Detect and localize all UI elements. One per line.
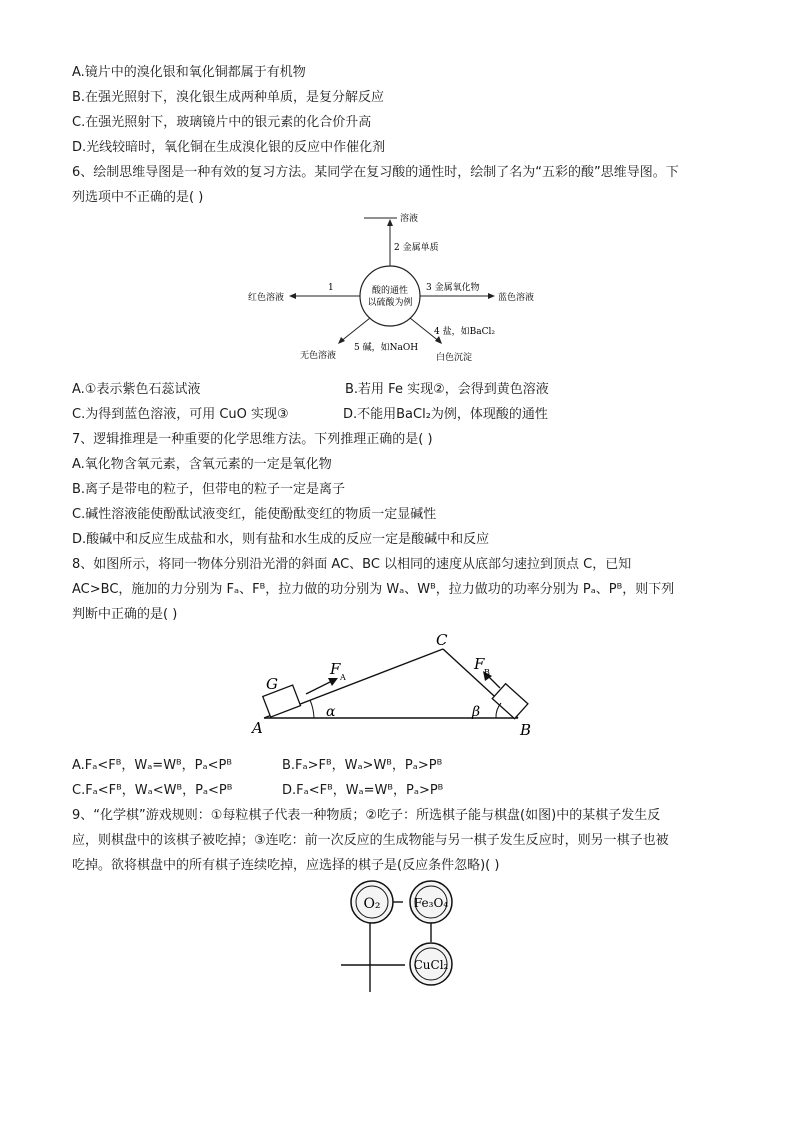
chess-piece-o2 xyxy=(351,881,393,923)
q7-option-d: D.酸碱中和反应生成盐和水，则有盐和水生成的反应一定是酸碱中和反应 xyxy=(72,532,490,547)
q5-option-b: B.在强光照射下，溴化银生成两种单质，是复分解反应 xyxy=(72,90,385,105)
force-fa-label: F xyxy=(330,660,341,678)
branch-1-label: 1 xyxy=(328,283,334,293)
q8-stem-line3: 判断中正确的是( ) xyxy=(72,607,178,622)
q8-option-c: C.Fₐ<Fᴮ，Wₐ<Wᴮ，Pₐ<Pᴮ xyxy=(72,783,233,798)
q5-option-a: A.镜片中的溴化银和氧化铜都属于有机物 xyxy=(72,65,306,80)
branch-5-label: 5 碱，如NaOH xyxy=(354,343,419,353)
q7-option-c: C.碱性溶液能使酚酞试液变红，能使酚酞变红的物质一定显碱性 xyxy=(72,507,437,522)
point-a-label: A xyxy=(252,719,263,737)
gravity-g-label: G xyxy=(266,675,278,693)
point-b-label: B xyxy=(520,721,532,739)
force-fb-subscript: B xyxy=(484,668,490,677)
q6-option-b: B.若用 Fe 实现②，会得到黄色溶液 xyxy=(345,382,549,397)
q6-option-a: A.①表示紫色石蕊试液 xyxy=(72,382,201,397)
q6-option-d: D.不能用BaCl₂为例，体现酸的通性 xyxy=(343,407,548,422)
angle-alpha-label: α xyxy=(326,704,336,720)
point-c-label: C xyxy=(436,632,448,649)
angle-beta-label: β xyxy=(472,704,481,720)
top-result-label: 溶液 xyxy=(400,214,419,224)
q7-option-b: B.离子是带电的粒子，但带电的粒子一定是离子 xyxy=(72,482,346,497)
q9-chess-board xyxy=(335,880,465,995)
bottom-left-result-label: 无色溶液 xyxy=(300,351,337,361)
q5-option-c: C.在强光照射下，玻璃镜片中的银元素的化合价升高 xyxy=(72,115,372,130)
q8-option-a: A.Fₐ<Fᴮ，Wₐ=Wᴮ，Pₐ<Pᴮ xyxy=(72,758,232,773)
branch-4-label: 4 盐，如BaCl₂ xyxy=(434,327,495,337)
branch-3-label: 3 金属氧化物 xyxy=(426,283,480,293)
left-result-label: 红色溶液 xyxy=(248,293,285,303)
q6-option-c: C.为得到蓝色溶液，可用 CuO 实现③ xyxy=(72,407,289,422)
q9-stem-line3: 吃掉。欲将棋盘中的所有棋子连续吃掉，应选择的棋子是(反应条件忽略)( ) xyxy=(72,858,500,873)
q7-stem: 7、逻辑推理是一种重要的化学思维方法。下列推理正确的是( ) xyxy=(72,432,433,447)
q6-mind-map xyxy=(240,210,560,370)
piece-label-o2: O₂ xyxy=(363,896,381,912)
force-fb-label: F xyxy=(474,655,485,673)
bottom-right-result-label: 白色沉淀 xyxy=(436,353,473,363)
q9-stem-line2: 应，则棋盘中的该棋子被吃掉；③连吃：前一次反应的生成物能与另一棋子发生反应时，则另一棋子也被 xyxy=(72,833,669,848)
chess-piece-fe3o4 xyxy=(410,881,452,923)
piece-label-fe3o4: Fe₃O₄ xyxy=(413,896,449,910)
right-result-label: 蓝色溶液 xyxy=(498,293,535,303)
center-label-2: 以硫酸为例 xyxy=(367,298,413,308)
q6-stem-line2: 列选项中不正确的是( ) xyxy=(72,190,204,205)
q6-stem-line1: 6、绘制思维导图是一种有效的复习方法。某同学在复习酸的通性时，绘制了名为“五彩的酸”思维导图。下 xyxy=(72,165,679,180)
block-on-bc xyxy=(492,684,528,719)
branch-2-label: 2 金属单质 xyxy=(394,243,439,253)
q9-stem-line1: 9、“化学棋”游戏规则：①每粒棋子代表一种物质；②吃子：所选棋子能与棋盘(如图)中的某棋子发生反 xyxy=(72,808,661,823)
q8-incline-diagram xyxy=(240,632,550,744)
q8-stem-line2: AC>BC，施加的力分别为 Fₐ、Fᴮ，拉力做的功分别为 Wₐ、Wᴮ，拉力做功的功率分别为 Pₐ、Pᴮ，则下列 xyxy=(72,582,675,597)
center-label-1: 酸的通性 xyxy=(371,286,409,296)
q8-option-d: D.Fₐ<Fᴮ，Wₐ=Wᴮ，Pₐ>Pᴮ xyxy=(282,783,444,798)
q8-option-b: B.Fₐ>Fᴮ，Wₐ>Wᴮ，Pₐ>Pᴮ xyxy=(282,758,443,773)
q5-option-d: D.光线较暗时，氧化铜在生成溴化银的反应中作催化剂 xyxy=(72,140,386,155)
chess-piece-cucl2 xyxy=(410,943,452,985)
piece-label-cucl2: CuCl₂ xyxy=(413,958,449,972)
force-fa-subscript: A xyxy=(340,673,346,682)
q7-option-a: A.氧化物含氧元素，含氧元素的一定是氧化物 xyxy=(72,457,332,472)
q8-stem-line1: 8、如图所示，将同一物体分别沿光滑的斜面 AC、BC 以相同的速度从底部匀速拉到顶点 C，已知 xyxy=(72,557,632,572)
mind-map-center-circle xyxy=(360,266,420,326)
